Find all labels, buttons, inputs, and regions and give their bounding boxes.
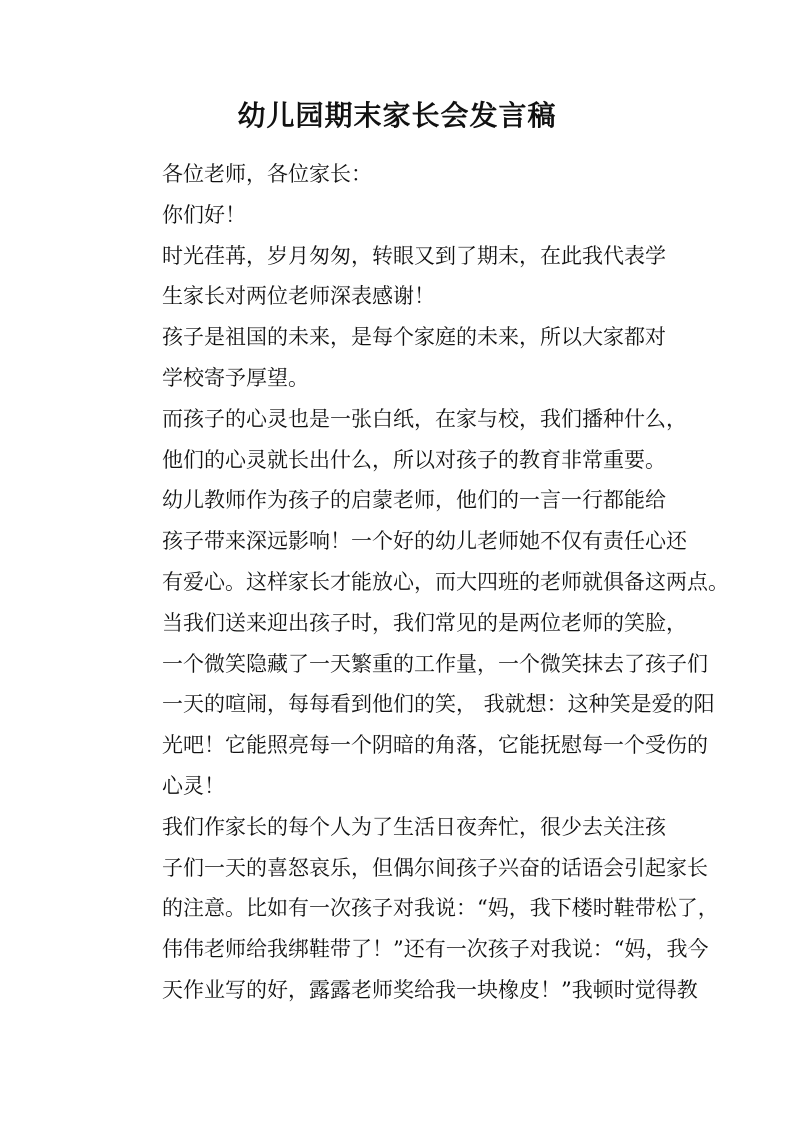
text-line: 学校寄予厚望。 — [162, 365, 309, 390]
text-line: 各位老师，各位家长： — [162, 162, 372, 186]
text-line: 的注意。比如有一次孩子对我说：“妈，我下楼时鞋带松了， — [162, 896, 719, 921]
paragraph-greeting — [120, 154, 680, 195]
text-line: 心灵！ — [162, 773, 225, 798]
paragraph-future — [120, 317, 680, 399]
document-body — [120, 154, 729, 1011]
paragraph-heart — [120, 399, 687, 481]
text-line: 当我们送来迎出孩子时，我们常见的是两位老师的笑脸， — [162, 610, 687, 635]
text-line: 我们作家长的每个人为了生活日夜奔忙，很少去关注孩 — [162, 814, 666, 839]
text-line: 幼儿教师作为孩子的启蒙老师，他们的一言一行都能给 — [162, 488, 666, 513]
paragraph-parents — [120, 807, 719, 1011]
text-line: 时光荏苒，岁月匆匆，转眼又到了期末，在此我代表学 — [162, 243, 666, 268]
paragraph-hello — [120, 195, 680, 236]
paragraph-teacher — [120, 480, 729, 602]
document-title: 幼儿园期末家长会发言稿 — [237, 99, 557, 132]
paragraph-thanks — [120, 236, 680, 318]
text-line: 孩子是祖国的未来，是每个家庭的未来，所以大家都对 — [162, 325, 666, 350]
text-line: 一天的喧闹，每每看到他们的笑， 我就想：这种笑是爱的阳 — [162, 692, 715, 717]
text-line: 一个微笑隐藏了一天繁重的工作量，一个微笑抹去了孩子们 — [162, 651, 708, 676]
paragraph-smile — [120, 603, 715, 807]
text-line: 伟伟老师给我绑鞋带了！”还有一次孩子对我说：“妈，我今 — [162, 937, 709, 962]
text-line: 生家长对两位老师深表感谢！ — [162, 284, 435, 309]
text-line: 子们一天的喜怒哀乐，但偶尔间孩子兴奋的话语会引起家长 — [162, 855, 708, 880]
text-line: 光吧！它能照亮每一个阴暗的角落，它能抚慰每一个受伤的 — [162, 733, 708, 758]
text-line: 天作业写的好，露露老师奖给我一块橡皮！”我顿时觉得教 — [162, 977, 698, 1002]
text-line: 而孩子的心灵也是一张白纸，在家与校，我们播种什么， — [162, 406, 687, 431]
text-line: 孩子带来深远影响！一个好的幼儿老师她不仅有责任心还 — [162, 529, 687, 554]
text-line: 他们的心灵就长出什么，所以对孩子的教育非常重要。 — [162, 447, 666, 472]
text-line: 有爱心。这样家长才能放心，而大四班的老师就俱备这两点。 — [162, 569, 729, 594]
text-line: 你们好！ — [162, 202, 246, 227]
